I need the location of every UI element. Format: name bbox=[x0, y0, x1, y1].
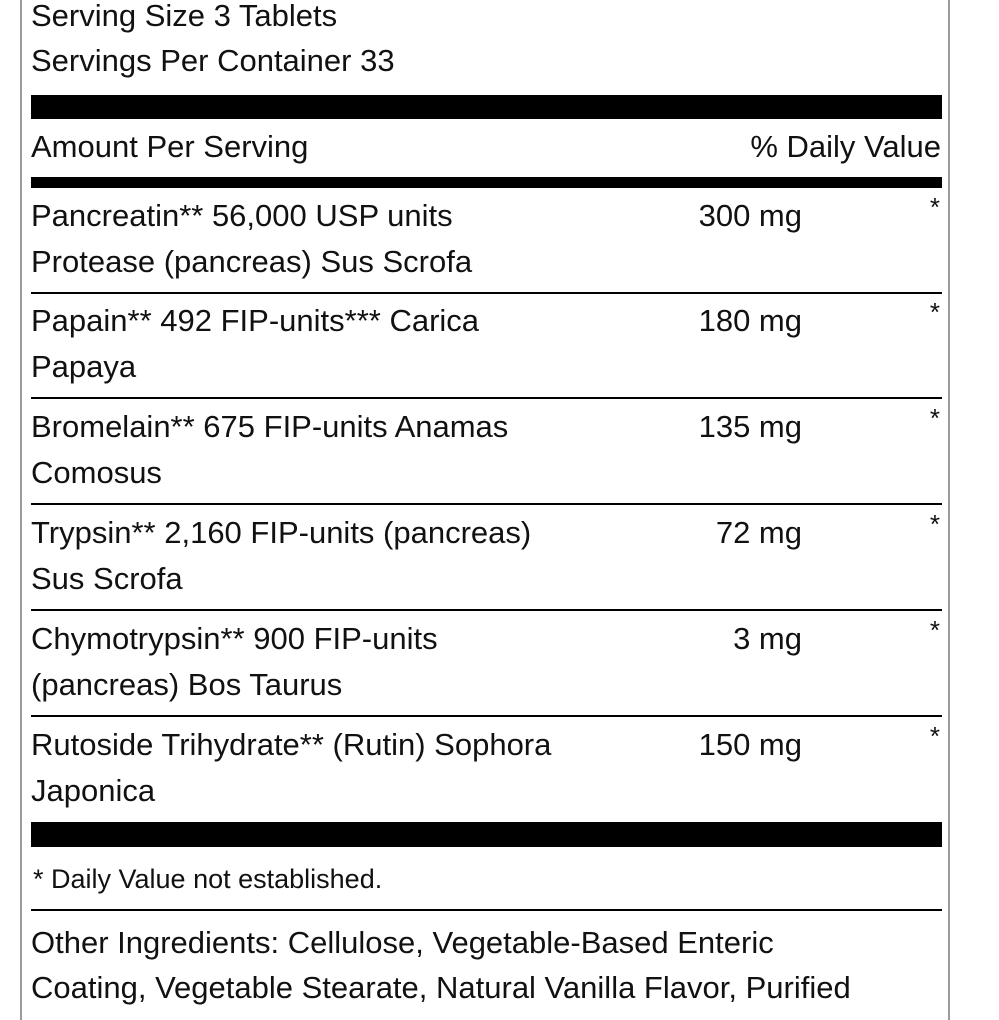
ingredient-amount: 3 mg bbox=[733, 621, 802, 656]
table-row bbox=[31, 404, 942, 510]
other-ingredients-line1: Other Ingredients: Cellulose, Vegetable-Based Enteric bbox=[31, 925, 774, 960]
ingredient-amount: 150 mg bbox=[698, 727, 802, 762]
medium-divider bbox=[31, 177, 942, 188]
table-row bbox=[31, 193, 942, 299]
ingredient-amount: 72 mg bbox=[715, 515, 802, 550]
ingredient-name: Chymotrypsin** 900 FIP-units (pancreas) Bos Taurus bbox=[31, 621, 438, 702]
row-divider bbox=[31, 609, 942, 611]
ingredient-name: Bromelain** 675 FIP-units Anamas Comosus bbox=[31, 409, 509, 490]
row-divider bbox=[31, 715, 942, 717]
row-divider bbox=[31, 397, 942, 399]
table-row bbox=[31, 298, 942, 404]
daily-value-marker: * bbox=[929, 721, 940, 751]
thick-divider-bottom bbox=[31, 822, 942, 847]
daily-value-marker: * bbox=[929, 509, 940, 539]
ingredient-amount: 135 mg bbox=[698, 409, 802, 444]
servings-per-container: Servings Per Container 33 bbox=[31, 43, 395, 78]
ingredient-name: Papain** 492 FIP-units*** Carica Papaya bbox=[31, 303, 480, 384]
table-row bbox=[31, 510, 942, 616]
daily-value-label: % Daily Value bbox=[750, 129, 941, 164]
daily-value-marker: * bbox=[929, 192, 940, 222]
row-divider bbox=[31, 503, 942, 505]
ingredient-amount: 180 mg bbox=[698, 303, 802, 338]
other-ingredients-line2: Coating, Vegetable Stearate, Natural Vanilla Flavor, Purified bbox=[31, 970, 851, 1005]
row-divider bbox=[31, 292, 942, 294]
footnote-divider bbox=[31, 909, 942, 911]
daily-value-marker: * bbox=[929, 403, 940, 433]
ingredient-name: Rutoside Trihydrate** (Rutin) Sophora Japonica bbox=[31, 727, 552, 808]
ingredient-amount: 300 mg bbox=[698, 198, 802, 233]
ingredient-name: Trypsin** 2,160 FIP-units (pancreas) Sus Scrofa bbox=[31, 515, 532, 596]
amount-per-serving-label: Amount Per Serving bbox=[31, 129, 309, 164]
daily-value-marker: * bbox=[929, 297, 940, 327]
serving-size: Serving Size 3 Tablets bbox=[31, 0, 338, 33]
daily-value-marker: * bbox=[929, 615, 940, 645]
thick-divider-top bbox=[31, 95, 942, 119]
ingredient-name: Pancreatin** 56,000 USP units Protease (pancreas) Sus Scrofa bbox=[31, 198, 473, 279]
footnote: * Daily Value not established. bbox=[33, 864, 383, 894]
table-row bbox=[31, 616, 942, 722]
table-row bbox=[31, 722, 942, 828]
